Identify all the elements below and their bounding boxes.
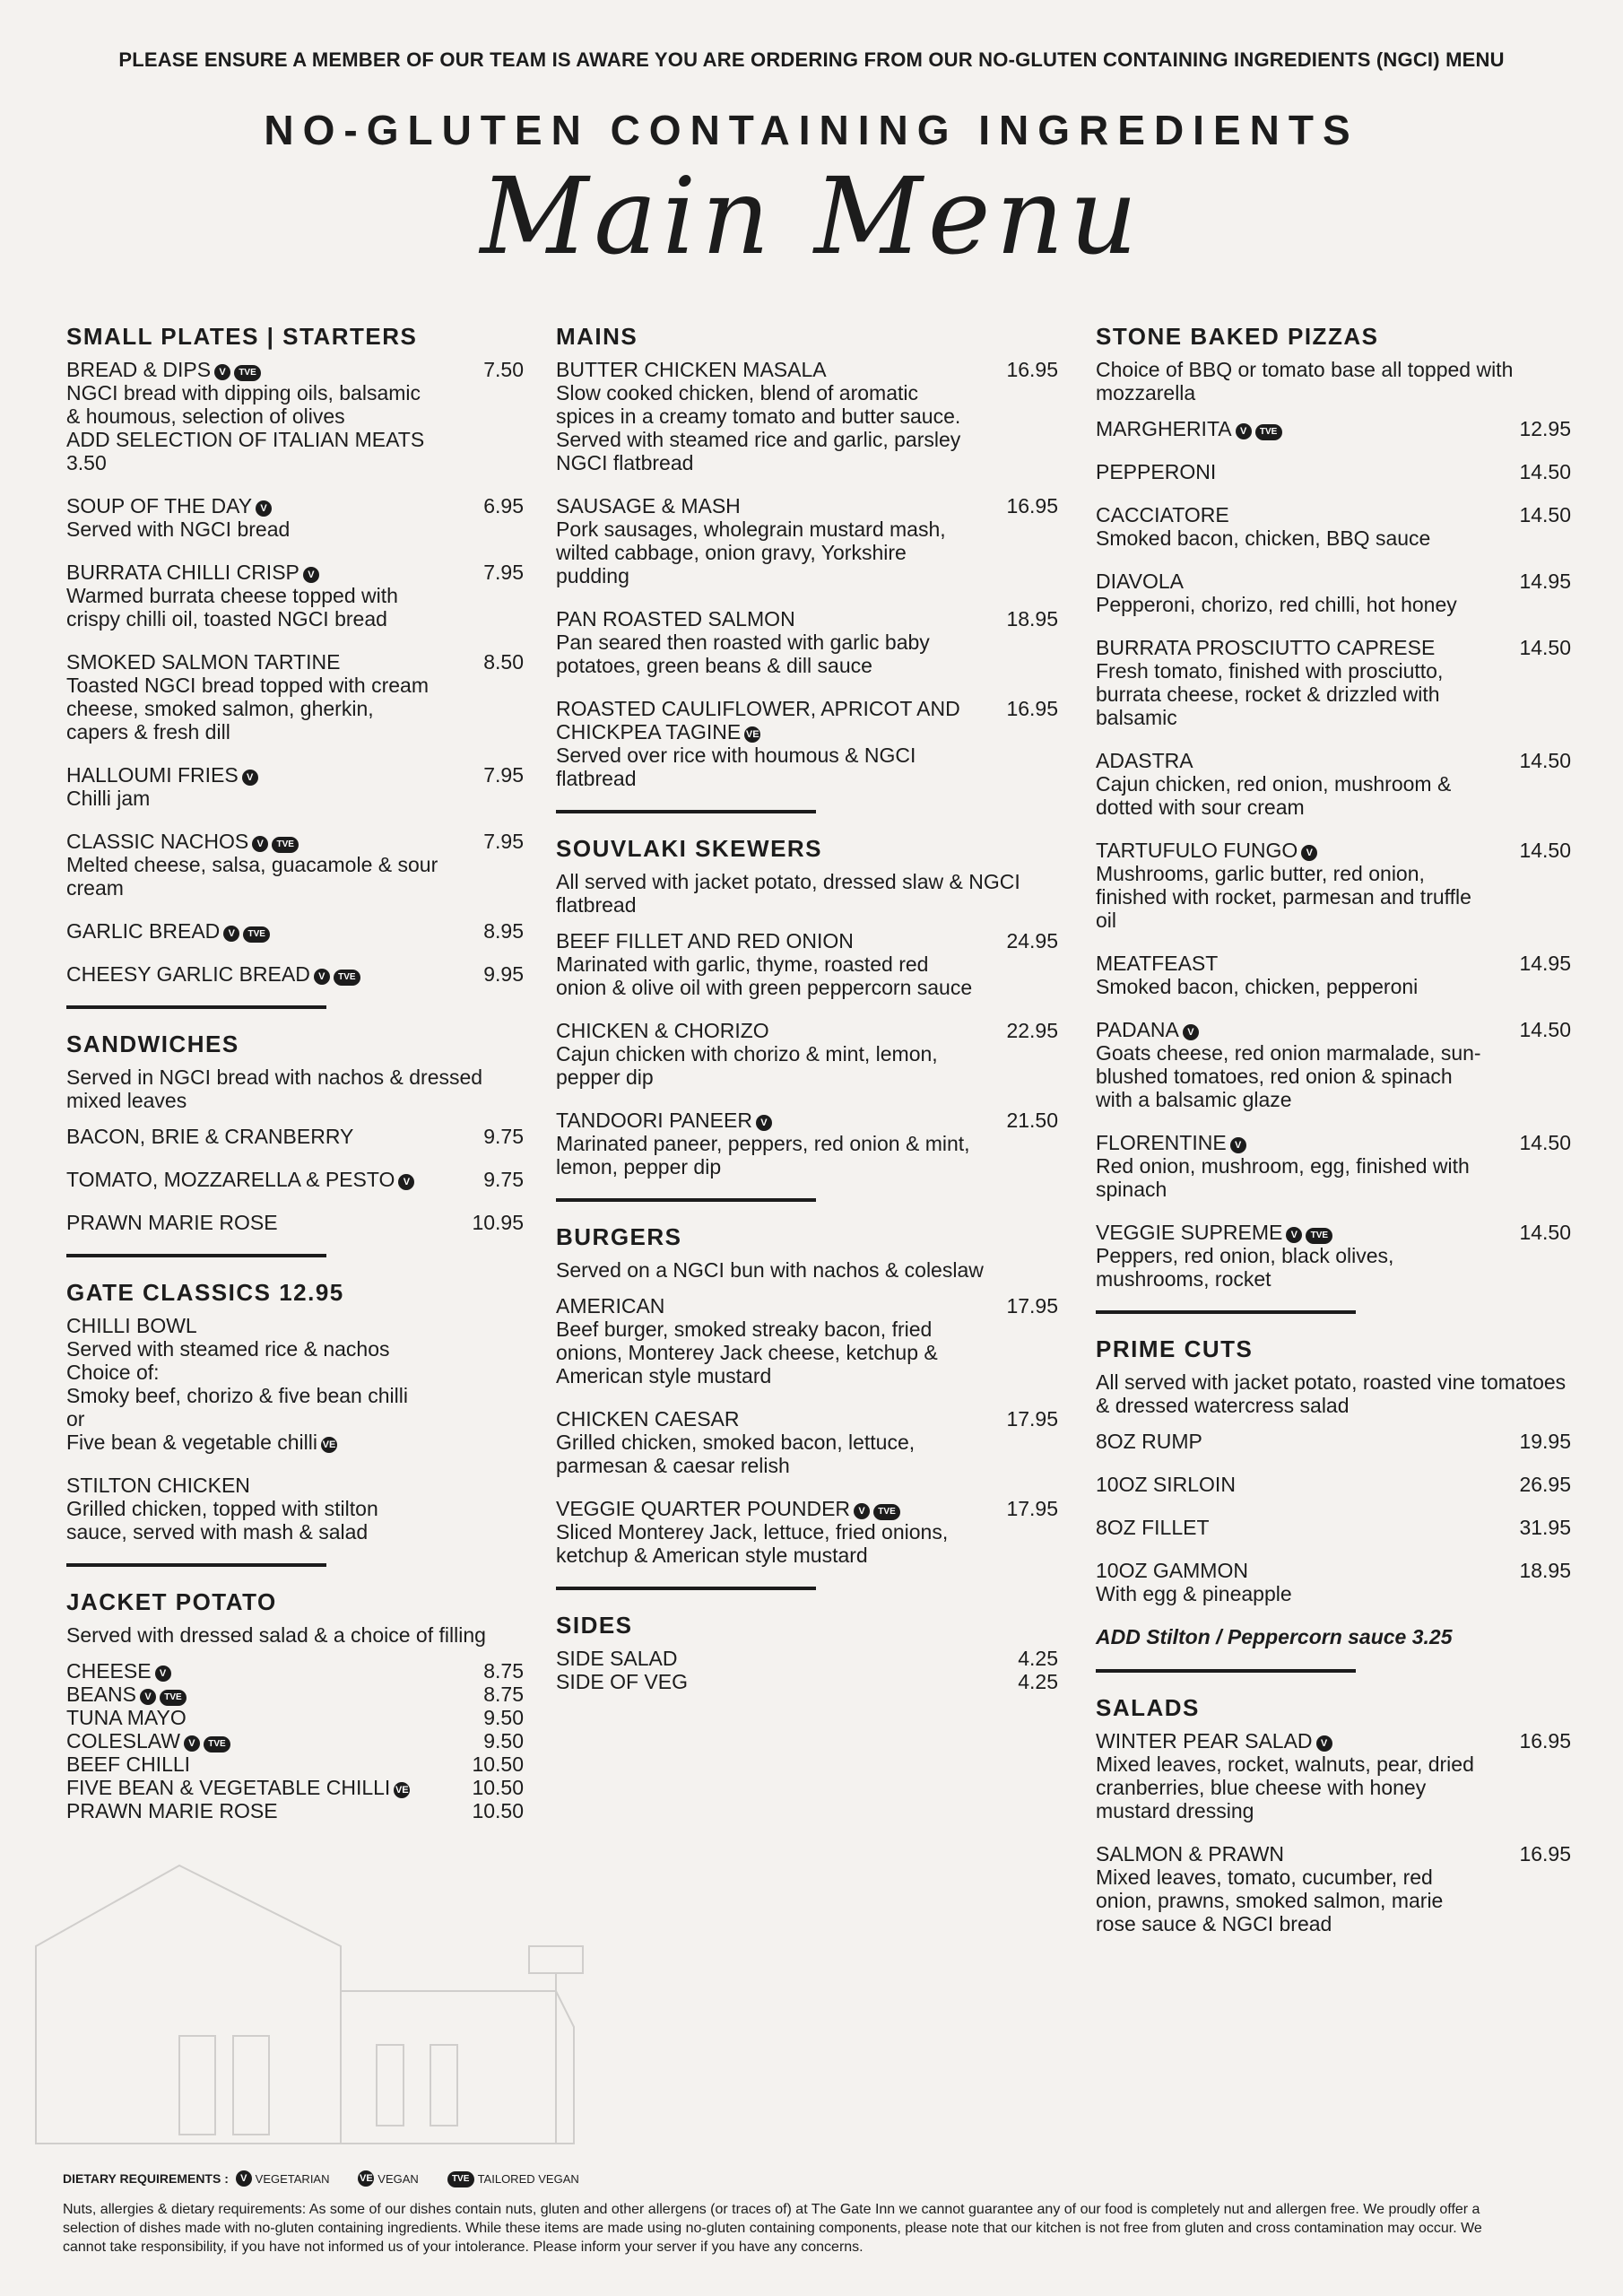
tailored-vegan-label: TAILORED VEGAN bbox=[477, 2172, 579, 2186]
menu-item bbox=[66, 830, 524, 900]
item-price: 8.50 bbox=[483, 650, 524, 674]
item-price: 14.95 bbox=[1519, 952, 1571, 975]
item-name: TOMATO, MOZZARELLA & PESTO bbox=[66, 1168, 395, 1191]
item-price: 18.95 bbox=[1006, 607, 1058, 631]
item-name: BEEF FILLET AND RED ONION bbox=[556, 929, 854, 952]
item-price: 8.75 bbox=[483, 1659, 524, 1683]
item-description: Served over rice with houmous & NGCI flatbread bbox=[556, 744, 916, 790]
tailored-vegan-icon: TVE bbox=[1255, 424, 1282, 440]
menu-item bbox=[1096, 1221, 1571, 1291]
menu-item bbox=[1096, 1842, 1571, 1935]
menu-item bbox=[66, 1314, 524, 1454]
item-name: FLORENTINE bbox=[1096, 1131, 1227, 1154]
item-description: Red onion, mushroom, egg, finished with spinach bbox=[1096, 1154, 1470, 1201]
item-price: 14.50 bbox=[1519, 1018, 1571, 1041]
vegetarian-icon: V bbox=[223, 926, 239, 942]
footer bbox=[63, 2170, 1497, 2257]
item-price: 8.95 bbox=[483, 919, 524, 943]
tailored-vegan-icon: TVE bbox=[234, 365, 261, 381]
item-price: 14.50 bbox=[1519, 839, 1571, 862]
item-name: MARGHERITA bbox=[1096, 417, 1232, 440]
section-description: Choice of BBQ or tomato base all topped with mozzarella bbox=[1096, 358, 1514, 404]
item-name: PADANA bbox=[1096, 1018, 1179, 1041]
item-price: 14.50 bbox=[1519, 460, 1571, 483]
ngci-notice: PLEASE ENSURE A MEMBER OF OUR TEAM IS AWARE YOU ARE ORDERING FROM OUR NO-GLUTEN CONTAINING INGREDIENTS (NGCI) MENU bbox=[118, 48, 1505, 71]
section-heading: STONE BAKED PIZZAS bbox=[1096, 323, 1379, 350]
item-description: Melted cheese, salsa, guacamole & sour cream bbox=[66, 853, 438, 900]
section-heading: BURGERS bbox=[556, 1223, 682, 1250]
menu-item bbox=[556, 494, 1058, 587]
item-price: 18.95 bbox=[1519, 1559, 1571, 1582]
item-price: 16.95 bbox=[1006, 494, 1058, 517]
item-name: SALMON & PRAWN bbox=[1096, 1842, 1285, 1866]
menu-item bbox=[556, 1407, 1058, 1477]
item-name: FIVE BEAN & VEGETABLE CHILLI bbox=[66, 1776, 391, 1799]
menu-item bbox=[66, 494, 524, 541]
vegetarian-icon: V bbox=[1316, 1735, 1332, 1752]
item-description: Served with steamed rice & nachos bbox=[66, 1337, 390, 1361]
allergen-disclaimer: Nuts, allergies & dietary requirements: As some of our dishes contain nuts, gluten and other allergens (or traces of) at The Gate Inn we cannot guarantee any of our food is completely nut and allergen free. We proudly offer a selection of dishes made with no-gluten containing ingredients. While these items are made using no-gluten containing components, please note that our kitchen is not free from gluten and cross contamination may occur. We cannot take responsibility, if you have not informed us of your intolerance. Please inform your server if you have any concerns. bbox=[63, 2202, 1482, 2255]
column-middle bbox=[556, 323, 1058, 1711]
item-price: 17.95 bbox=[1006, 1497, 1058, 1520]
item-name: CHICKEN & CHORIZO bbox=[556, 1019, 769, 1042]
item-name: PRAWN MARIE ROSE bbox=[66, 1799, 278, 1822]
menu-item bbox=[556, 358, 1058, 474]
menu-item bbox=[556, 1294, 1058, 1387]
menu-item bbox=[1096, 749, 1571, 819]
menu-item bbox=[556, 1497, 1058, 1567]
item-price: 17.95 bbox=[1006, 1294, 1058, 1318]
item-name: CHEESE bbox=[66, 1659, 152, 1683]
tailored-vegan-icon: TVE bbox=[272, 837, 299, 853]
section-pizzas bbox=[1096, 323, 1571, 1291]
item-name: BACON, BRIE & CRANBERRY bbox=[66, 1125, 354, 1148]
vegan-label: VEGAN bbox=[378, 2172, 419, 2186]
menu-item bbox=[1096, 1131, 1571, 1201]
item-name: BUTTER CHICKEN MASALA bbox=[556, 358, 827, 381]
vegetarian-icon: V bbox=[256, 500, 272, 517]
item-description: Goats cheese, red onion marmalade, sun-blushed tomatoes, red onion & spinach with a balsamic glaze bbox=[1096, 1041, 1481, 1111]
vegetarian-icon: V bbox=[242, 770, 258, 786]
item-price: 14.95 bbox=[1519, 570, 1571, 593]
item-name: SIDE SALAD bbox=[556, 1647, 678, 1670]
menu-item bbox=[556, 1109, 1058, 1178]
tailored-vegan-icon: TVE bbox=[243, 926, 270, 943]
vegan-icon: VE bbox=[744, 726, 760, 743]
menu-item bbox=[1096, 636, 1571, 729]
item-name: CHICKEN CAESAR bbox=[556, 1407, 740, 1431]
menu-item bbox=[66, 1706, 524, 1729]
vegetarian-icon: V bbox=[155, 1665, 171, 1682]
item-description: Served with NGCI bread bbox=[66, 517, 291, 541]
item-price: 9.50 bbox=[483, 1729, 524, 1752]
menu-item bbox=[66, 1752, 524, 1776]
divider bbox=[66, 1563, 326, 1567]
section-heading: GATE CLASSICS 12.95 bbox=[66, 1279, 344, 1306]
script-title: Main Menu bbox=[480, 154, 1143, 278]
tailored-vegan-icon: TVE bbox=[1306, 1228, 1332, 1244]
item-name: SOUP OF THE DAY bbox=[66, 494, 253, 517]
item-price: 17.95 bbox=[1006, 1407, 1058, 1431]
vegetarian-icon: V bbox=[1286, 1227, 1302, 1243]
menu-item bbox=[1096, 952, 1571, 998]
tailored-vegan-icon: TVE bbox=[204, 1736, 230, 1752]
item-price: 4.25 bbox=[1018, 1670, 1058, 1693]
section-sides bbox=[556, 1612, 1058, 1693]
item-description: Smoky beef, chorizo & five bean chilli bbox=[66, 1384, 408, 1407]
item-name: DIAVOLA bbox=[1096, 570, 1184, 593]
item-name: CLASSIC NACHOS bbox=[66, 830, 249, 853]
item-description: Smoked bacon, chicken, BBQ sauce bbox=[1096, 526, 1431, 550]
section-heading: SMALL PLATES | STARTERS bbox=[66, 323, 418, 350]
item-price: 7.95 bbox=[483, 561, 524, 584]
item-name: PRAWN MARIE ROSE bbox=[66, 1211, 278, 1234]
item-name: SMOKED SALMON TARTINE bbox=[66, 650, 341, 674]
section-description: Served with dressed salad & a choice of filling bbox=[66, 1623, 486, 1647]
item-name: ROASTED CAULIFLOWER, APRICOT AND CHICKPEA TAGINE bbox=[556, 697, 960, 744]
tailored-vegan-icon: TVE bbox=[160, 1690, 187, 1706]
divider bbox=[556, 810, 816, 813]
item-price: 14.50 bbox=[1519, 749, 1571, 772]
item-name: TANDOORI PANEER bbox=[556, 1109, 752, 1132]
section-description: All served with jacket potato, roasted vine tomatoes & dressed watercress salad bbox=[1096, 1370, 1567, 1417]
item-name: STILTON CHICKEN bbox=[66, 1474, 250, 1497]
item-price: 9.95 bbox=[483, 962, 524, 986]
vegetarian-icon: V bbox=[184, 1735, 200, 1752]
menu-item bbox=[66, 650, 524, 744]
item-name: MEATFEAST bbox=[1096, 952, 1219, 975]
item-description: Fresh tomato, finished with prosciutto, burrata cheese, rocket & drizzled with balsamic bbox=[1096, 659, 1444, 729]
item-name: BEEF CHILLI bbox=[66, 1752, 191, 1776]
vegetarian-icon: V bbox=[236, 2170, 252, 2187]
section-jacket-potato bbox=[66, 1588, 524, 1822]
section-souvlaki bbox=[556, 835, 1058, 1178]
divider bbox=[66, 1254, 326, 1257]
menu-item bbox=[66, 962, 524, 986]
section-heading: PRIME CUTS bbox=[1096, 1335, 1254, 1362]
item-description: Choice of: bbox=[66, 1361, 160, 1384]
item-name: BREAD & DIPS bbox=[66, 358, 212, 381]
vegetarian-icon: V bbox=[398, 1174, 414, 1190]
item-name: 10OZ GAMMON bbox=[1096, 1559, 1248, 1582]
item-name: VEGGIE SUPREME bbox=[1096, 1221, 1283, 1244]
item-description: Pan seared then roasted with garlic baby potatoes, green beans & dill sauce bbox=[556, 631, 930, 677]
item-price: 16.95 bbox=[1006, 358, 1058, 381]
section-description: Served on a NGCI bun with nachos & coleslaw bbox=[556, 1258, 984, 1282]
section-heading: SALADS bbox=[1096, 1694, 1200, 1721]
item-name: SAUSAGE & MASH bbox=[556, 494, 741, 517]
menu-item bbox=[1096, 503, 1571, 550]
item-name: CHEESY GARLIC BREAD bbox=[66, 962, 310, 986]
item-price: 10.50 bbox=[472, 1799, 524, 1822]
item-price: 10.95 bbox=[472, 1211, 524, 1234]
item-description: Beef burger, smoked streaky bacon, fried onions, Monterey Jack cheese, ketchup & American style mustard bbox=[556, 1318, 938, 1387]
column-right bbox=[1096, 323, 1571, 1955]
item-price: 12.95 bbox=[1519, 417, 1571, 440]
item-price: 14.50 bbox=[1519, 1221, 1571, 1244]
menu-item bbox=[66, 1683, 524, 1706]
item-name: 8OZ RUMP bbox=[1096, 1430, 1202, 1453]
item-name: CACCIATORE bbox=[1096, 503, 1229, 526]
item-price: 14.50 bbox=[1519, 1131, 1571, 1154]
divider bbox=[66, 1005, 326, 1009]
menu-item bbox=[556, 1647, 1058, 1670]
item-description: Mixed leaves, tomato, cucumber, red onion, prawns, smoked salmon, marie rose sauce & NGCI bread bbox=[1096, 1866, 1444, 1935]
tailored-vegan-icon: TVE bbox=[334, 970, 360, 986]
item-name: HALLOUMI FRIES bbox=[66, 763, 239, 787]
menu-item bbox=[556, 929, 1058, 999]
item-price: 16.95 bbox=[1519, 1842, 1571, 1866]
column-left bbox=[66, 323, 524, 1840]
section-burgers bbox=[556, 1223, 1058, 1567]
item-price: 7.50 bbox=[483, 358, 524, 381]
section-description: All served with jacket potato, dressed slaw & NGCI flatbread bbox=[556, 870, 1020, 917]
item-description: Warmed burrata cheese topped with crispy chilli oil, toasted NGCI bread bbox=[66, 584, 398, 631]
dietary-label: DIETARY REQUIREMENTS : bbox=[63, 2171, 229, 2186]
section-salads bbox=[1096, 1694, 1571, 1935]
item-price: 14.50 bbox=[1519, 636, 1571, 659]
item-price: 14.50 bbox=[1519, 503, 1571, 526]
menu-item bbox=[1096, 1018, 1571, 1111]
item-name: BURRATA PROSCIUTTO CAPRESE bbox=[1096, 636, 1436, 659]
item-name: WINTER PEAR SALAD bbox=[1096, 1729, 1313, 1752]
item-description: or bbox=[66, 1407, 85, 1431]
menu-item bbox=[1096, 460, 1571, 483]
item-price: 6.95 bbox=[483, 494, 524, 517]
item-name: ADASTRA bbox=[1096, 749, 1193, 772]
item-price: 19.95 bbox=[1519, 1430, 1571, 1453]
menu-item bbox=[66, 1125, 524, 1148]
menu-item bbox=[66, 561, 524, 631]
item-name: VEGGIE QUARTER POUNDER bbox=[556, 1497, 851, 1520]
section-prime-cuts bbox=[1096, 1335, 1571, 1649]
item-name: SIDE OF VEG bbox=[556, 1670, 688, 1693]
item-price: 16.95 bbox=[1006, 697, 1058, 720]
item-description: Sliced Monterey Jack, lettuce, fried onions, ketchup & American style mustard bbox=[556, 1520, 949, 1567]
item-extra: ADD SELECTION OF ITALIAN MEATS 3.50 bbox=[66, 428, 425, 474]
divider bbox=[556, 1587, 816, 1590]
menu-item bbox=[66, 1659, 524, 1683]
menu-item bbox=[66, 1474, 524, 1544]
divider bbox=[1096, 1310, 1356, 1314]
vegetarian-icon: V bbox=[214, 364, 230, 380]
menu-item bbox=[556, 1019, 1058, 1089]
menu-item bbox=[66, 919, 524, 943]
inn-sketch-illustration bbox=[0, 1812, 628, 2152]
vegetarian-icon: V bbox=[303, 567, 319, 583]
item-name: COLESLAW bbox=[66, 1729, 180, 1752]
item-description: Mushrooms, garlic butter, red onion, finished with rocket, parmesan and truffle oil bbox=[1096, 862, 1471, 932]
item-price: 31.95 bbox=[1519, 1516, 1571, 1539]
vegetarian-icon: V bbox=[1230, 1137, 1246, 1153]
menu-item bbox=[1096, 1729, 1571, 1822]
item-description: NGCI bread with dipping oils, balsamic & houmous, selection of olives bbox=[66, 381, 421, 428]
menu-item bbox=[1096, 1559, 1571, 1605]
item-price: 7.95 bbox=[483, 763, 524, 787]
item-description: Pepperoni, chorizo, red chilli, hot honey bbox=[1096, 593, 1457, 616]
vegan-icon: VE bbox=[394, 1782, 410, 1798]
item-description: With egg & pineapple bbox=[1096, 1582, 1292, 1605]
section-sandwiches bbox=[66, 1031, 524, 1234]
item-price: 26.95 bbox=[1519, 1473, 1571, 1496]
item-description: Chilli jam bbox=[66, 787, 151, 810]
item-name: PAN ROASTED SALMON bbox=[556, 607, 795, 631]
item-name: TARTUFULO FUNGO bbox=[1096, 839, 1298, 862]
divider bbox=[556, 1198, 816, 1202]
item-price: 9.75 bbox=[483, 1125, 524, 1148]
item-price: 8.75 bbox=[483, 1683, 524, 1706]
vegetarian-icon: V bbox=[1301, 845, 1317, 861]
item-price: 9.50 bbox=[483, 1706, 524, 1729]
menu-item bbox=[1096, 1430, 1571, 1453]
menu-item bbox=[66, 1211, 524, 1234]
menu-item bbox=[556, 607, 1058, 677]
item-description: Mixed leaves, rocket, walnuts, pear, dried cranberries, blue cheese with honey mustard dressing bbox=[1096, 1752, 1474, 1822]
item-description: Marinated paneer, peppers, red onion & mint, lemon, pepper dip bbox=[556, 1132, 970, 1178]
item-description: Cajun chicken, red onion, mushroom & dotted with sour cream bbox=[1096, 772, 1452, 819]
item-description: Grilled chicken, smoked bacon, lettuce, parmesan & caesar relish bbox=[556, 1431, 916, 1477]
vegan-icon: VE bbox=[321, 1437, 337, 1453]
tailored-vegan-icon: TVE bbox=[447, 2171, 474, 2187]
item-name: AMERICAN bbox=[556, 1294, 665, 1318]
item-price: 24.95 bbox=[1006, 929, 1058, 952]
menu-item bbox=[66, 358, 524, 474]
item-price: 9.75 bbox=[483, 1168, 524, 1191]
vegetarian-icon: V bbox=[314, 969, 330, 985]
item-name: CHILLI BOWL bbox=[66, 1314, 197, 1337]
tailored-vegan-icon: TVE bbox=[873, 1504, 900, 1520]
item-description: Peppers, red onion, black olives, mushrooms, rocket bbox=[1096, 1244, 1394, 1291]
vegetarian-label: VEGETARIAN bbox=[255, 2172, 330, 2186]
menu-item bbox=[1096, 1516, 1571, 1539]
item-name: 10OZ SIRLOIN bbox=[1096, 1473, 1236, 1496]
menu-item bbox=[66, 1776, 524, 1799]
item-description: Toasted NGCI bread topped with cream cheese, smoked salmon, gherkin, capers & fresh dill bbox=[66, 674, 429, 744]
item-name: 8OZ FILLET bbox=[1096, 1516, 1210, 1539]
item-price: 4.25 bbox=[1018, 1647, 1058, 1670]
item-price: 22.95 bbox=[1006, 1019, 1058, 1042]
item-name: BEANS bbox=[66, 1683, 136, 1706]
section-heading: SOUVLAKI SKEWERS bbox=[556, 835, 823, 862]
item-name: BURRATA CHILLI CRISP bbox=[66, 561, 299, 584]
item-price: 7.95 bbox=[483, 830, 524, 853]
vegetarian-icon: V bbox=[1183, 1024, 1199, 1040]
section-heading: MAINS bbox=[556, 323, 638, 350]
section-heading: SIDES bbox=[556, 1612, 633, 1639]
item-name: GARLIC BREAD bbox=[66, 919, 221, 943]
item-description: Smoked bacon, chicken, pepperoni bbox=[1096, 975, 1419, 998]
section-mains bbox=[556, 323, 1058, 790]
section-heading: JACKET POTATO bbox=[66, 1588, 277, 1615]
item-name: TUNA MAYO bbox=[66, 1706, 187, 1729]
item-price: 10.50 bbox=[472, 1776, 524, 1799]
divider bbox=[1096, 1669, 1356, 1673]
menu-item bbox=[1096, 1473, 1571, 1496]
item-description: Pork sausages, wholegrain mustard mash, wilted cabbage, onion gravy, Yorkshire pudding bbox=[556, 517, 946, 587]
item-description: Slow cooked chicken, blend of aromatic spices in a creamy tomato and butter sauce. Served with steamed rice and garlic, parsley NGCI flatbread bbox=[556, 381, 961, 474]
item-name: PEPPERONI bbox=[1096, 460, 1217, 483]
page-title: NO-GLUTEN CONTAINING INGREDIENTS bbox=[264, 107, 1359, 153]
vegetarian-icon: V bbox=[252, 836, 268, 852]
vegetarian-icon: V bbox=[854, 1503, 870, 1519]
item-description: Cajun chicken with chorizo & mint, lemon, pepper dip bbox=[556, 1042, 938, 1089]
item-description: Five bean & vegetable chilli bbox=[66, 1431, 317, 1454]
vegetarian-icon: V bbox=[140, 1689, 156, 1705]
menu-item bbox=[66, 763, 524, 810]
vegetarian-icon: V bbox=[1236, 423, 1252, 439]
menu-item bbox=[66, 1729, 524, 1752]
menu-item bbox=[66, 1168, 524, 1191]
menu-item bbox=[1096, 417, 1571, 440]
vegetarian-icon: V bbox=[756, 1115, 772, 1131]
menu-item bbox=[556, 1670, 1058, 1693]
sauce-addon: ADD Stilton / Peppercorn sauce 3.25 bbox=[1096, 1625, 1453, 1648]
item-price: 21.50 bbox=[1006, 1109, 1058, 1132]
item-price: 16.95 bbox=[1519, 1729, 1571, 1752]
section-small-plates bbox=[66, 323, 524, 986]
dietary-legend bbox=[63, 2170, 1497, 2187]
item-description: Grilled chicken, topped with stilton sauce, served with mash & salad bbox=[66, 1497, 378, 1544]
vegan-icon: VE bbox=[358, 2170, 374, 2187]
menu-item bbox=[1096, 570, 1571, 616]
section-heading: SANDWICHES bbox=[66, 1031, 239, 1057]
menu-item bbox=[1096, 839, 1571, 932]
item-price: 10.50 bbox=[472, 1752, 524, 1776]
section-gate-classics bbox=[66, 1279, 524, 1544]
menu-item bbox=[556, 697, 1058, 790]
section-description: Served in NGCI bread with nachos & dressed mixed leaves bbox=[66, 1065, 483, 1112]
item-description: Marinated with garlic, thyme, roasted red onion & olive oil with green peppercorn sauce bbox=[556, 952, 973, 999]
